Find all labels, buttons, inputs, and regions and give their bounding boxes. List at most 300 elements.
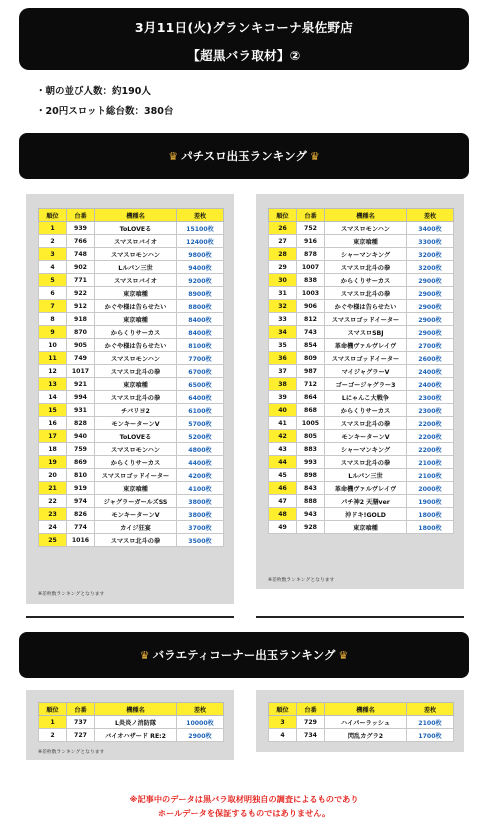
table-row	[269, 378, 454, 391]
cell-coin-diff: 12400枚	[177, 235, 224, 248]
cell-rank: 22	[39, 495, 67, 508]
cell-rank: 37	[269, 365, 297, 378]
cell-machine-name: スマスロ北斗の拳	[95, 391, 177, 404]
cell-machine-name: 革命機ヴァルヴレイヴ	[325, 482, 407, 495]
cell-rank: 46	[269, 482, 297, 495]
table-row	[39, 274, 224, 287]
cell-machine-no: 810	[67, 469, 95, 482]
table-row	[39, 534, 224, 547]
table-row	[269, 261, 454, 274]
cell-coin-diff: 5700枚	[177, 417, 224, 430]
section-banner-slot	[19, 133, 469, 179]
cell-machine-name: 東京喰種	[95, 482, 177, 495]
table-row	[39, 248, 224, 261]
cell-coin-diff: 2100枚	[407, 456, 454, 469]
cell-coin-diff: 2300枚	[407, 391, 454, 404]
cell-coin-diff: 2900枚	[407, 274, 454, 287]
cell-rank: 4	[269, 729, 297, 742]
cell-machine-name: ゴーゴージャグラー3	[325, 378, 407, 391]
cell-machine-no: 774	[67, 521, 95, 534]
cell-coin-diff: 2000枚	[407, 482, 454, 495]
cell-machine-no: 928	[297, 521, 325, 534]
divider	[26, 616, 234, 618]
table-row	[39, 235, 224, 248]
cell-machine-name: スマスロモンハン	[95, 352, 177, 365]
table-header-row	[39, 703, 224, 716]
cell-coin-diff: 8800枚	[177, 300, 224, 313]
table-row	[39, 261, 224, 274]
cell-rank: 18	[39, 443, 67, 456]
cell-machine-name: からくりサーカス	[325, 274, 407, 287]
cell-machine-no: 838	[297, 274, 325, 287]
crown-icon: ♛	[168, 149, 179, 163]
cell-coin-diff: 3200枚	[407, 248, 454, 261]
cell-coin-diff: 3800枚	[177, 495, 224, 508]
table-row	[269, 326, 454, 339]
table-row	[269, 222, 454, 235]
cell-rank: 32	[269, 300, 297, 313]
cell-coin-diff: 2900枚	[177, 729, 224, 742]
cell-machine-name: L炎炎ノ消防隊	[95, 716, 177, 729]
cell-machine-no: 748	[67, 248, 95, 261]
cell-machine-name: からくりサーカス	[95, 456, 177, 469]
cell-rank: 9	[39, 326, 67, 339]
cell-machine-name: カイジ狂宴	[95, 521, 177, 534]
cell-machine-name: かぐや様は告らせたい	[95, 339, 177, 352]
table-row	[269, 482, 454, 495]
cell-rank: 45	[269, 469, 297, 482]
cell-coin-diff: 3400枚	[407, 222, 454, 235]
cell-machine-no: 1017	[67, 365, 95, 378]
table-row	[39, 339, 224, 352]
table-row	[39, 508, 224, 521]
cell-machine-no: 883	[297, 443, 325, 456]
cell-machine-no: 766	[67, 235, 95, 248]
crown-icon: ♛	[139, 648, 150, 662]
table-row	[269, 235, 454, 248]
cell-rank: 3	[39, 248, 67, 261]
table-row	[39, 430, 224, 443]
table-row	[39, 365, 224, 378]
cell-machine-name: スマスロ北斗の拳	[95, 534, 177, 547]
table-row	[269, 274, 454, 287]
cell-rank: 2	[39, 235, 67, 248]
cell-machine-no: 905	[67, 339, 95, 352]
table-row	[39, 456, 224, 469]
cell-machine-no: 921	[67, 378, 95, 391]
cell-machine-no: 729	[297, 716, 325, 729]
cell-rank: 5	[39, 274, 67, 287]
cell-machine-name: スマスロ北斗の拳	[325, 417, 407, 430]
cell-rank: 41	[269, 417, 297, 430]
cell-machine-no: 987	[297, 365, 325, 378]
table-row	[269, 495, 454, 508]
cell-machine-no: 994	[67, 391, 95, 404]
cell-coin-diff: 8900枚	[177, 287, 224, 300]
cell-machine-name: 東京喰種	[325, 235, 407, 248]
table-note: ※差枚数ランキングとなります	[38, 592, 105, 597]
table-row	[269, 365, 454, 378]
cell-coin-diff: 9400枚	[177, 261, 224, 274]
cell-rank: 26	[269, 222, 297, 235]
cell-rank: 31	[269, 287, 297, 300]
table-row	[39, 378, 224, 391]
cell-coin-diff: 1800枚	[407, 508, 454, 521]
table-row	[269, 339, 454, 352]
cell-machine-name: シャーマンキング	[325, 248, 407, 261]
cell-machine-no: 868	[297, 404, 325, 417]
table-row	[269, 417, 454, 430]
table-row	[269, 443, 454, 456]
cell-coin-diff: 4200枚	[177, 469, 224, 482]
cell-coin-diff: 6700枚	[177, 365, 224, 378]
crown-icon: ♛	[338, 648, 349, 662]
variety-ranking-table-left	[38, 702, 224, 742]
cell-machine-no: 826	[67, 508, 95, 521]
slot-ranking-panel-right	[256, 194, 464, 589]
cell-coin-diff: 1900枚	[407, 495, 454, 508]
table-row	[269, 313, 454, 326]
table-row	[39, 300, 224, 313]
cell-machine-name: 沖ドキ!GOLD	[325, 508, 407, 521]
cell-rank: 34	[269, 326, 297, 339]
table-row	[269, 352, 454, 365]
cell-machine-name: からくりサーカス	[325, 404, 407, 417]
cell-coin-diff: 8100枚	[177, 339, 224, 352]
cell-coin-diff: 2100枚	[407, 469, 454, 482]
variety-ranking-panel-right	[256, 690, 464, 752]
col-coin-diff: 差枚	[407, 209, 454, 222]
cell-rank: 13	[39, 378, 67, 391]
cell-machine-name: チバリヨ2	[95, 404, 177, 417]
cell-machine-name: スマスロモンハン	[95, 248, 177, 261]
cell-coin-diff: 8400枚	[177, 313, 224, 326]
cell-coin-diff: 2400枚	[407, 365, 454, 378]
cell-machine-no: 940	[67, 430, 95, 443]
cell-machine-name: スマスロ北斗の拳	[325, 456, 407, 469]
table-header-row	[269, 703, 454, 716]
section-banner-variety	[19, 632, 469, 678]
disclaimer-line-1: ※記事中のデータは黒バラ取材明独自の調査によるものであり	[129, 794, 359, 804]
cell-machine-no: 939	[67, 222, 95, 235]
cell-machine-name: かぐや様は告らせたい	[95, 300, 177, 313]
cell-coin-diff: 3800枚	[177, 508, 224, 521]
cell-machine-no: 864	[297, 391, 325, 404]
cell-machine-no: 870	[67, 326, 95, 339]
cell-machine-name: かぐや様は告らせたい	[325, 300, 407, 313]
table-row	[39, 326, 224, 339]
table-row	[39, 443, 224, 456]
cell-machine-no: 922	[67, 287, 95, 300]
cell-machine-name: Lルパン三世	[95, 261, 177, 274]
cell-machine-name: スマスロゴッドイーター	[325, 313, 407, 326]
table-note: ※差枚数ランキングとなります	[268, 578, 335, 583]
cell-machine-no: 812	[297, 313, 325, 326]
cell-machine-no: 734	[297, 729, 325, 742]
cell-coin-diff: 2900枚	[407, 300, 454, 313]
table-row	[39, 313, 224, 326]
cell-machine-no: 1016	[67, 534, 95, 547]
divider	[256, 616, 464, 618]
cell-machine-name: スマスロ北斗の拳	[95, 365, 177, 378]
cell-machine-name: スマスロ北斗の拳	[325, 261, 407, 274]
cell-coin-diff: 3200枚	[407, 261, 454, 274]
cell-coin-diff: 2900枚	[407, 313, 454, 326]
cell-coin-diff: 4100枚	[177, 482, 224, 495]
table-header-row	[39, 209, 224, 222]
cell-coin-diff: 2100枚	[407, 716, 454, 729]
cell-coin-diff: 2700枚	[407, 339, 454, 352]
col-rank: 順位	[269, 703, 297, 716]
cell-machine-name: 革命機ヴァルヴレイヴ	[325, 339, 407, 352]
cell-rank: 19	[39, 456, 67, 469]
table-row	[39, 391, 224, 404]
cell-rank: 40	[269, 404, 297, 417]
cell-rank: 42	[269, 430, 297, 443]
cell-machine-no: 712	[297, 378, 325, 391]
cell-machine-no: 809	[297, 352, 325, 365]
col-machine-name: 機種名	[325, 703, 407, 716]
col-machine-no: 台番	[67, 209, 95, 222]
table-row	[39, 482, 224, 495]
cell-machine-name: モンキーターンV	[325, 430, 407, 443]
header-banner	[19, 8, 469, 70]
page-title: 3月11日(火)グランキコーナ泉佐野店	[134, 20, 354, 35]
col-rank: 順位	[39, 703, 67, 716]
cell-machine-no: 1007	[297, 261, 325, 274]
cell-rank: 33	[269, 313, 297, 326]
slot-ranking-panel-left	[26, 194, 234, 604]
cell-machine-name: スマスロ北斗の拳	[325, 287, 407, 300]
cell-machine-no: 993	[297, 456, 325, 469]
cell-rank: 30	[269, 274, 297, 287]
cell-machine-name: 東京喰種	[95, 287, 177, 300]
cell-coin-diff: 2400枚	[407, 378, 454, 391]
table-row	[39, 352, 224, 365]
cell-machine-no: 752	[297, 222, 325, 235]
cell-coin-diff: 15100枚	[177, 222, 224, 235]
cell-machine-name: ToLOVEる	[95, 430, 177, 443]
disclaimer-line-2: ホールデータを保証するものではありません。	[157, 808, 331, 818]
cell-rank: 6	[39, 287, 67, 300]
cell-rank: 29	[269, 261, 297, 274]
cell-machine-name: マイジャグラーV	[325, 365, 407, 378]
section-title-variety: バラエティコーナー出玉ランキング	[152, 648, 336, 662]
cell-machine-name: スマスロモンハン	[325, 222, 407, 235]
cell-machine-no: 918	[67, 313, 95, 326]
cell-machine-no: 805	[297, 430, 325, 443]
cell-rank: 1	[39, 222, 67, 235]
table-row	[269, 248, 454, 261]
cell-rank: 14	[39, 391, 67, 404]
table-row	[269, 469, 454, 482]
slot-ranking-table-left	[38, 208, 224, 547]
cell-machine-name: 東京喰種	[325, 521, 407, 534]
slot-total: ・20円スロット総台数：380台	[36, 106, 174, 117]
cell-machine-name: スマスロバイオ	[95, 274, 177, 287]
variety-ranking-table-right	[268, 702, 454, 742]
cell-rank: 17	[39, 430, 67, 443]
col-machine-no: 台番	[67, 703, 95, 716]
table-row	[269, 716, 454, 729]
cell-rank: 8	[39, 313, 67, 326]
table-header-row	[269, 209, 454, 222]
col-coin-diff: 差枚	[177, 209, 224, 222]
cell-machine-no: 943	[297, 508, 325, 521]
cell-coin-diff: 9200枚	[177, 274, 224, 287]
col-rank: 順位	[269, 209, 297, 222]
cell-machine-name: からくりサーカス	[95, 326, 177, 339]
cell-rank: 27	[269, 235, 297, 248]
table-row	[269, 300, 454, 313]
table-row	[269, 456, 454, 469]
cell-machine-no: 898	[297, 469, 325, 482]
cell-rank: 12	[39, 365, 67, 378]
cell-machine-no: 869	[67, 456, 95, 469]
cell-rank: 43	[269, 443, 297, 456]
cell-coin-diff: 2900枚	[407, 287, 454, 300]
cell-machine-name: スマスロゴッドイーター	[325, 352, 407, 365]
cell-rank: 39	[269, 391, 297, 404]
cell-coin-diff: 9800枚	[177, 248, 224, 261]
cell-rank: 47	[269, 495, 297, 508]
cell-machine-no: 912	[67, 300, 95, 313]
table-row	[269, 729, 454, 742]
cell-machine-name: 閃乱カグラ2	[325, 729, 407, 742]
cell-machine-name: パチ神2 天膳ver	[325, 495, 407, 508]
col-machine-name: 機種名	[325, 209, 407, 222]
cell-coin-diff: 10000枚	[177, 716, 224, 729]
cell-coin-diff: 2900枚	[407, 326, 454, 339]
cell-coin-diff: 2200枚	[407, 417, 454, 430]
table-row	[39, 469, 224, 482]
cell-machine-no: 1003	[297, 287, 325, 300]
cell-machine-name: シャーマンキング	[325, 443, 407, 456]
cell-coin-diff: 3700枚	[177, 521, 224, 534]
cell-machine-no: 737	[67, 716, 95, 729]
cell-machine-name: ジャグラーガールズSS	[95, 495, 177, 508]
cell-machine-name: スマスロゴッドイーター	[95, 469, 177, 482]
cell-machine-name: モンキーターンV	[95, 508, 177, 521]
cell-machine-no: 771	[67, 274, 95, 287]
cell-machine-no: 759	[67, 443, 95, 456]
cell-rank: 3	[269, 716, 297, 729]
cell-machine-name: モンキーターンV	[95, 417, 177, 430]
table-row	[39, 729, 224, 742]
page-subtitle: 【超黒バラ取材】②	[187, 48, 301, 63]
col-rank: 順位	[39, 209, 67, 222]
cell-rank: 10	[39, 339, 67, 352]
cell-machine-no: 888	[297, 495, 325, 508]
table-row	[39, 287, 224, 300]
cell-machine-no: 843	[297, 482, 325, 495]
col-machine-name: 機種名	[95, 209, 177, 222]
cell-coin-diff: 5200枚	[177, 430, 224, 443]
table-row	[269, 404, 454, 417]
col-machine-no: 台番	[297, 209, 325, 222]
cell-machine-name: ToLOVEる	[95, 222, 177, 235]
cell-coin-diff: 4400枚	[177, 456, 224, 469]
col-machine-no: 台番	[297, 703, 325, 716]
cell-machine-name: 東京喰種	[95, 313, 177, 326]
cell-machine-name: バイオハザード RE:2	[95, 729, 177, 742]
cell-machine-no: 727	[67, 729, 95, 742]
cell-rank: 24	[39, 521, 67, 534]
cell-coin-diff: 6500枚	[177, 378, 224, 391]
cell-rank: 7	[39, 300, 67, 313]
table-row	[39, 404, 224, 417]
cell-machine-no: 931	[67, 404, 95, 417]
cell-machine-no: 854	[297, 339, 325, 352]
cell-coin-diff: 1800枚	[407, 521, 454, 534]
cell-rank: 35	[269, 339, 297, 352]
cell-coin-diff: 4800枚	[177, 443, 224, 456]
cell-rank: 1	[39, 716, 67, 729]
cell-coin-diff: 8400枚	[177, 326, 224, 339]
cell-coin-diff: 3300枚	[407, 235, 454, 248]
cell-rank: 15	[39, 404, 67, 417]
cell-coin-diff: 1700枚	[407, 729, 454, 742]
cell-coin-diff: 2300枚	[407, 404, 454, 417]
table-row	[269, 287, 454, 300]
table-note: ※差枚数ランキングとなります	[38, 750, 105, 755]
cell-machine-name: スマスロバイオ	[95, 235, 177, 248]
cell-machine-no: 906	[297, 300, 325, 313]
cell-rank: 4	[39, 261, 67, 274]
cell-coin-diff: 6100枚	[177, 404, 224, 417]
cell-rank: 2	[39, 729, 67, 742]
section-title-slot: パチスロ出玉ランキング	[181, 149, 307, 163]
table-row	[269, 391, 454, 404]
col-machine-name: 機種名	[95, 703, 177, 716]
store-info	[36, 82, 173, 122]
disclaimer	[0, 792, 488, 820]
cell-coin-diff: 2200枚	[407, 443, 454, 456]
table-row	[39, 417, 224, 430]
col-coin-diff: 差枚	[177, 703, 224, 716]
cell-coin-diff: 2200枚	[407, 430, 454, 443]
cell-machine-name: ハイパーラッシュ	[325, 716, 407, 729]
cell-machine-no: 743	[297, 326, 325, 339]
cell-machine-name: スマスロモンハン	[95, 443, 177, 456]
table-row	[269, 521, 454, 534]
cell-rank: 49	[269, 521, 297, 534]
cell-rank: 28	[269, 248, 297, 261]
cell-machine-no: 828	[67, 417, 95, 430]
cell-rank: 48	[269, 508, 297, 521]
queue-count: ・朝の並び人数：約190人	[36, 86, 151, 97]
cell-machine-no: 902	[67, 261, 95, 274]
cell-rank: 23	[39, 508, 67, 521]
cell-machine-no: 1005	[297, 417, 325, 430]
cell-rank: 44	[269, 456, 297, 469]
cell-coin-diff: 3500枚	[177, 534, 224, 547]
cell-machine-no: 919	[67, 482, 95, 495]
cell-machine-name: スマスロSBJ	[325, 326, 407, 339]
table-row	[269, 430, 454, 443]
cell-machine-no: 916	[297, 235, 325, 248]
cell-coin-diff: 2600枚	[407, 352, 454, 365]
cell-rank: 38	[269, 378, 297, 391]
cell-machine-no: 749	[67, 352, 95, 365]
table-row	[39, 521, 224, 534]
table-row	[39, 716, 224, 729]
cell-machine-no: 974	[67, 495, 95, 508]
cell-rank: 11	[39, 352, 67, 365]
col-coin-diff: 差枚	[407, 703, 454, 716]
table-row	[269, 508, 454, 521]
cell-machine-name: 東京喰種	[95, 378, 177, 391]
